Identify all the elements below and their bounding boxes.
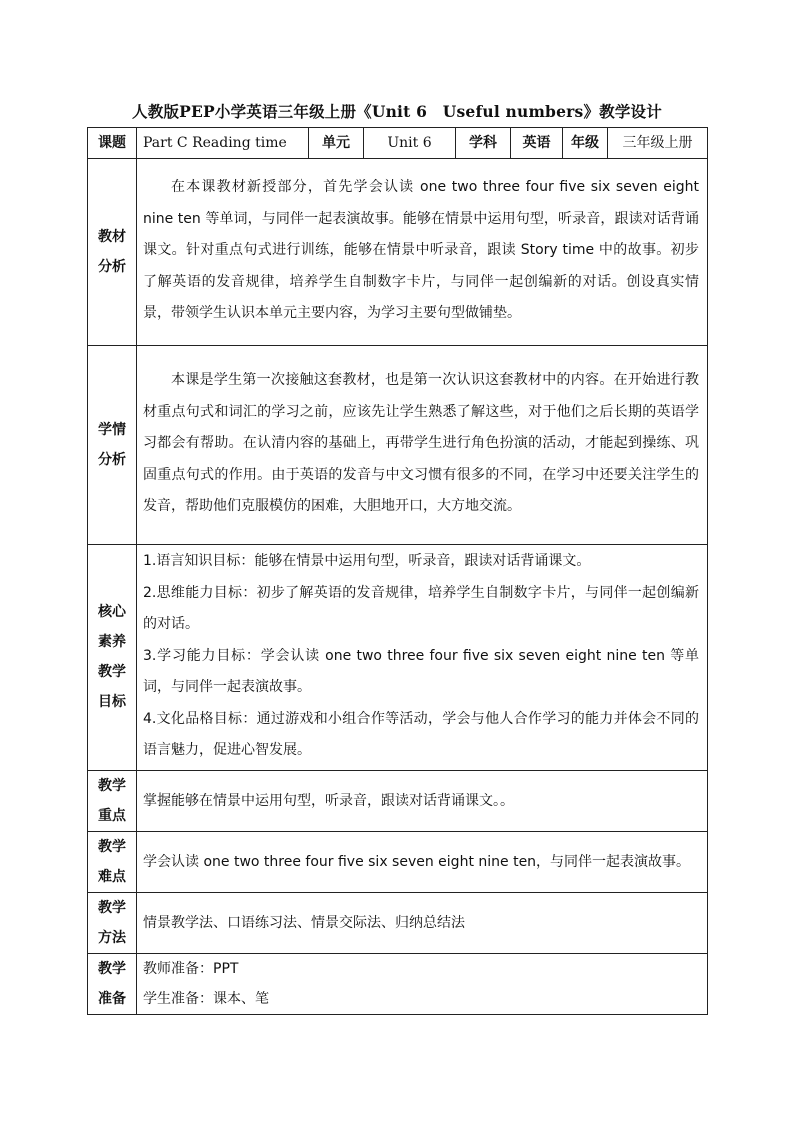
methods-text: 情景教学法、口语练习法、情景交际法、归纳总结法 [137,892,708,953]
unit-value: Unit 6 [364,128,456,159]
core-goals-label: 核心 素养 教学 目标 [88,545,137,771]
subject-value: 英语 [511,128,563,159]
preparation-label: 教学 准备 [88,953,137,1014]
lesson-plan-table [87,127,708,1015]
key-points-row [88,770,708,831]
key-points-label: 教学 重点 [88,770,137,831]
topic-value: Part C Reading time [137,128,309,159]
material-analysis-text: 在本课教材新授部分，首先学会认读 one two three four five six seven eight nine ten 等单词，与同伴一起表演故事。能够在情景中运用句型，听录音，跟读对话背诵课文。针对重点句式进行训练，能够在情景中听录音，跟读 Story time 中的故事。初步了解英语的发音规律，培养学生自制数字卡片，与同伴一起创编新的对话。创设真实情景，带领学生认识本单元主要内容，为学习主要句型做铺垫。 [137,159,708,346]
methods-row [88,892,708,953]
goal-item: 4.文化品格目标：通过游戏和小组合作等活动，学会与他人合作学习的能力并体会不同的语言魅力，促进心智发展。 [143,710,699,758]
key-points-text: 掌握能够在情景中运用句型，听录音，跟读对话背诵课文。。 [137,770,708,831]
document-title: 人教版PEP小学英语三年级上册《Unit 6 Useful numbers》教学设计 [132,102,662,121]
learner-analysis-row [88,346,708,545]
grade-label: 年级 [563,128,608,159]
student-preparation: 学生准备：课本、笔 [143,990,269,1007]
learner-analysis-label: 学情 分析 [88,346,137,545]
difficulties-text: 学会认读 one two three four five six seven eight nine ten，与同伴一起表演故事。 [137,831,708,892]
methods-label: 教学 方法 [88,892,137,953]
unit-label: 单元 [309,128,364,159]
goal-item: 3.学习能力目标：学会认读 one two three four five six seven eight nine ten 等单词，与同伴一起表演故事。 [143,647,699,695]
preparation-text [137,953,708,1014]
preparation-row [88,953,708,1014]
core-goals-row [88,545,708,771]
grade-value: 三年级上册 [608,128,708,159]
material-analysis-label: 教材 分析 [88,159,137,346]
material-analysis-row [88,159,708,346]
header-row [88,128,708,159]
topic-label: 课题 [88,128,137,159]
learner-analysis-text: 本课是学生第一次接触这套教材，也是第一次认识这套教材中的内容。在开始进行教材重点句式和词汇的学习之前，应该先让学生熟悉了解这些，对于他们之后长期的英语学习都会有帮助。在认清内容的基础上，再带学生进行角色扮演的活动，才能起到操练、巩固重点句式的作用。由于英语的发音与中文习惯有很多的不同，在学习中还要关注学生的发音，帮助他们克服模仿的困难，大胆地开口，大方地交流。 [137,346,708,545]
core-goals-list [137,545,708,771]
goal-item: 2.思维能力目标：初步了解英语的发音规律，培养学生自制数字卡片，与同伴一起创编新的对话。 [143,584,699,632]
difficulties-row [88,831,708,892]
subject-label: 学科 [456,128,511,159]
difficulties-label: 教学 难点 [88,831,137,892]
teacher-preparation: 教师准备：PPT [143,960,239,977]
goal-item: 1.语言知识目标：能够在情景中运用句型，听录音，跟读对话背诵课文。 [143,553,591,569]
